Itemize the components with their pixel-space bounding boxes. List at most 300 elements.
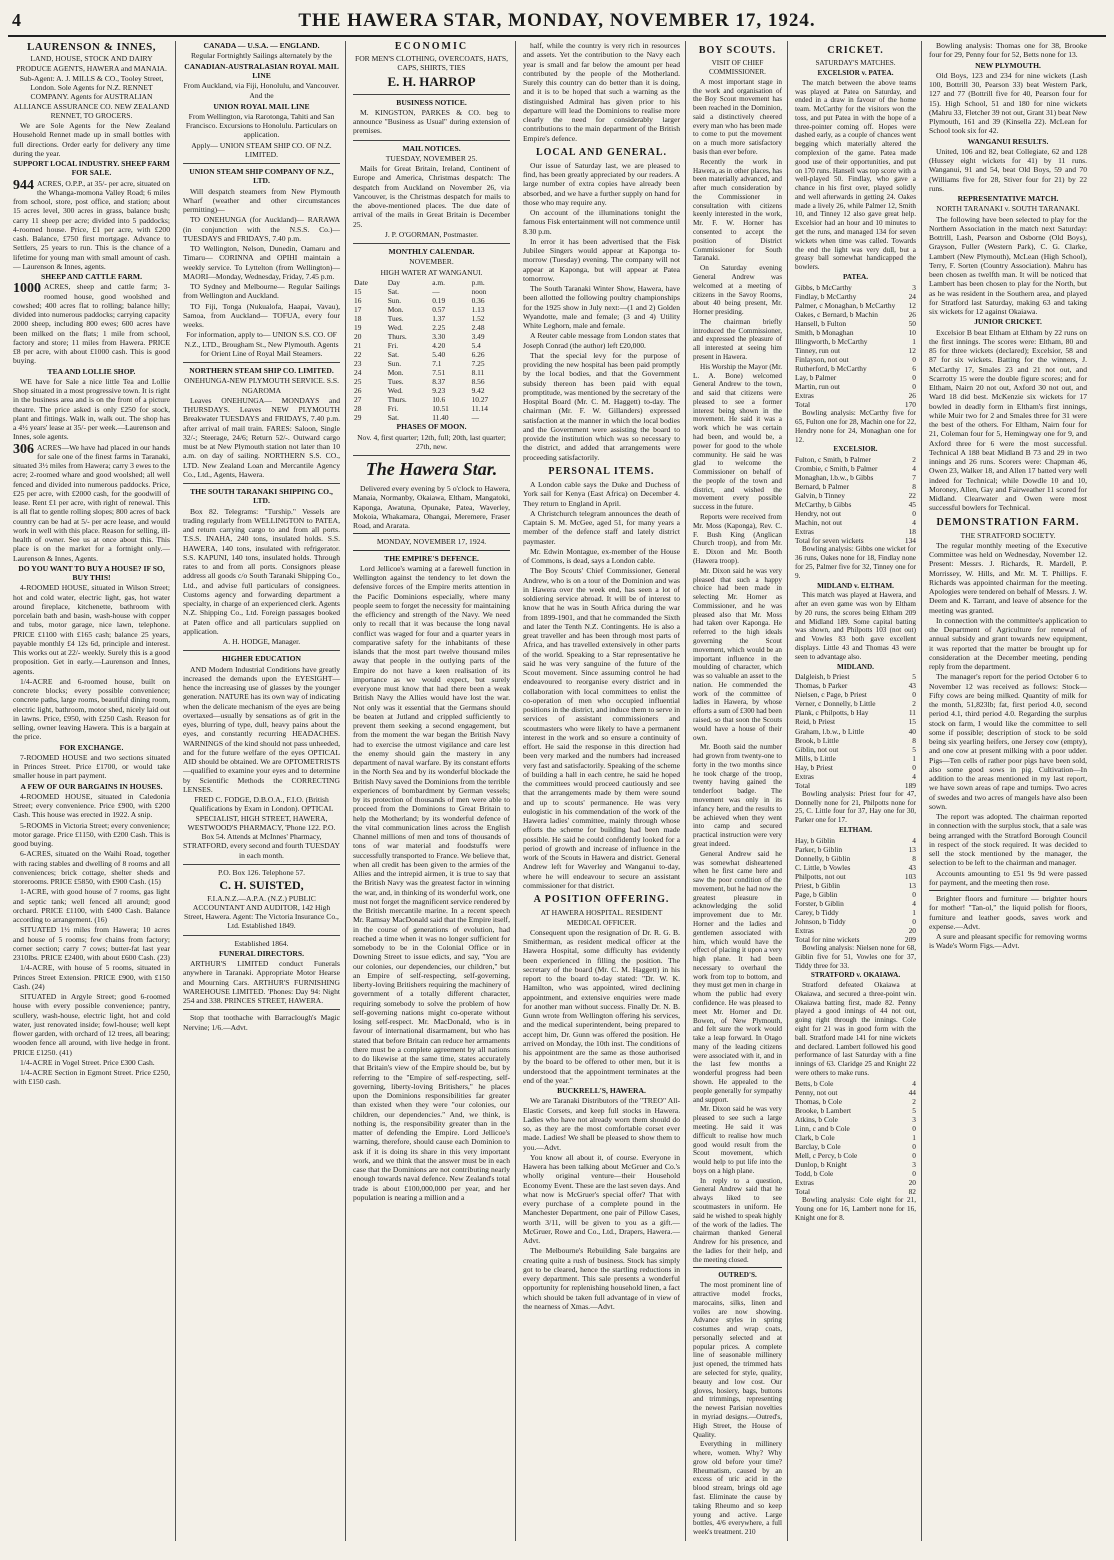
firm-agents: Sub-Agent: A. J. MILLS & CO., Tooley Street, London. Sole Agents for N.Z. RENNET COMPANY. Agents for AUSTRALIAN ALLIANCE ASSURANCE CO. NEW ZEALAND RENNET, TO GROCERS. [13, 73, 170, 120]
canada-heading: CANADA — U.S.A. — ENGLAND. [203, 41, 320, 50]
eltham-heading: ELTHAM. [838, 825, 873, 834]
runs: 0 [912, 382, 916, 392]
union-line: UNION ROYAL MAIL LINE [213, 101, 310, 111]
newspaper-page [8, 8, 1106, 1544]
optician-ad [183, 654, 340, 865]
house-listing-10: SITUATED in Argyle Street; good 6-roomed house with every possible convenience; pantry, scullery, wash-house, electric light, hot and cold water, just renovated inside; fowl-house; well kept flower garden, with orchard of 12 trees, all bearing; wooden fence all around, with live hedge in front. PRICE £1250. (41) [13, 992, 170, 1057]
onp-text: Leaves ONEHUNGA— MONDAYS and THURSDAYS. Leaves NEW PLYMOUTH Breakwater TUESDAYS and FRIDAYS, 7.40 p.m. after arrival of mail train. FARES: Saloon, Single 32/-; Steerage, 24/6; Return 52/-. Outward cargo must be at New Plymouth station not later than 10 a.m. on day of sailing. NORTHERN S.S. CO., LTD. New Zealand Loan and Mercantile Agency Co., Ltd., Agents, Hawera. [183, 395, 340, 479]
score-row [795, 881, 916, 890]
eltham-scorecard [795, 836, 916, 944]
batsman: Illingworth, b McCarthy [795, 336, 868, 346]
apply-text: Apply— UNION STEAM SHIP CO. OF N.Z. LIMITED. [191, 140, 332, 159]
canadian-line: CANADIAN-AUSTRALASIAN ROYAL MAIL LINE [184, 61, 339, 80]
scouts-para-3: On Saturday evening General Andrew was welcomed at a meeting of citizens in the Savoy Rooms, about 40 being present, Mr. Horner presiding. [693, 264, 782, 317]
batsman: Carey, b Tiddy [795, 907, 839, 917]
tide-cell: Wed. [387, 386, 403, 396]
firm-subtitle: LAND, HOUSE, STOCK AND DAIRY PRODUCE AGENTS, HAWERA and MANAIA. [16, 54, 167, 73]
editorial-continuation: half, while the country is very rich in resources and assets. Yet the contribution to the Navy each year is small and far below the amount per head contributed by the people of the Motherland. Surely this country can do better than it is doing, and it is to be hoped that such a warning as the distinguished Admiral has given prior to his departure will lead the Dominions to realise more clearly the need for considerably larger contributions to the main department of the British Empire's defence. [523, 41, 680, 143]
tide-cell: 10.6 [432, 395, 446, 405]
scouts-para-11: In reply to a question, General Andrew said that he always liked to see scoutmasters in uniform. He said he wished to speak highly of the work of the ladies. The chairman thanked General Andrew for his presence, and the ladies for their help, and the meeting closed. [693, 1176, 782, 1264]
house-listing-1: 4-ROOMED HOUSE, situated in Wilson Street; hot and cold water, electric light, gas, hot water around fireplace, kitchenette, bathroom with porcelain bath and basin, wash-house with copper and tubs, motor garage, nice lawn, telephone. PRICE £1100 with £165 cash; balance 25 years, payable monthly £4 12s 6d, principle and interest. This works out at 22/- weekly. Surely this is a good proposition. Get in early.—Laurenson and Innes, agents. [13, 583, 170, 676]
score-row [795, 699, 916, 708]
listing-306-text: ACRES—We have had placed in our hands for sale one of the finest farms in Taranaki, situated 3½ miles from Hawera; carry 3 ewes to the acre; 2-roomed whare and good woolshed; all well fenced and divided into numerous paddocks. Price, £25 per acre, with £2000 cash, for the goodwill of lease. Rent £1 per acre, with right of renewal. This is all flat to gentle rolling slopes; 800 acres of back country can be had at 5/- per acre lease, and would work in well with this place. Reason for selling, ill-health of owner. See us at once about this. This place is on the market for a fortnight only.— Laurenson & Innes, Agents. [13, 442, 170, 563]
batsman: Parker, b Giblin [795, 844, 843, 854]
batsman: Tinney, run out [795, 345, 841, 355]
runs: 1 [912, 336, 916, 346]
batsman: Extras [795, 771, 814, 781]
batsman: Finlayson, not out [795, 354, 849, 364]
score-row [795, 319, 916, 328]
tide-row [353, 323, 510, 332]
harrop-ad [353, 41, 510, 95]
runs: 0 [912, 690, 916, 700]
editorial-date: MONDAY, NOVEMBER 17, 1924. [376, 537, 487, 547]
house-listing-2: 1/4-ACRE and 6-roomed house, built on concrete blocks; every possible convenience; concrete paths, large rooms, beautiful dining room, electric light, bathroom, motor shed, nicely laid out in lawns. Price, £950, with £250 Cash. Reason for selling, owner leaving Hawera. This is a bargain at the price. [13, 676, 170, 742]
score-row [795, 373, 916, 382]
tide-row [353, 404, 510, 413]
scouts-para-5: His Worship the Mayor (Mr. L. A. Bone) welcomed General Andrew to the town, and said that citizens were pleased to see a former interest being shown in the movement. He said it was a work which he was certain had been, and would be, a power for good to the whole community. He said he was glad to welcome the Commissioner on behalf of the people of the town and district, and wished the movement every possible success in the future. [693, 362, 782, 512]
monthly-calendar [353, 247, 510, 456]
batsman: Donnelly, b Giblin [795, 853, 851, 863]
listing-944 [13, 179, 170, 272]
runs: 8 [912, 735, 916, 745]
batsman: Total [795, 780, 811, 790]
batsman: Johnson, b Tiddy [795, 916, 846, 926]
score-row [795, 917, 916, 926]
runs: 103 [904, 871, 916, 881]
score-row [795, 1187, 916, 1196]
divider [693, 1267, 782, 1268]
scouts-para-6: Reports were received from Mr. Moss (Kaponga), Rev. C. F. Bush King (Anglican Church troop), and from Mr. E. Dixon and Mr. Booth (Hawera troop). [693, 513, 782, 565]
batsman: Smith, b Monaghan [795, 327, 854, 337]
funeral-text: ARTHUR'S LIMITED conduct Funerals anywhere in Taranaki. Appropriate Motor Hearse and Mourning Cars. ARTHUR'S FURNISHING WAREHOUSE LIMITED. 'Phones: Day 94: Night 254 and 338. PRINCES STREET, HAWERA. [183, 959, 340, 1006]
batsman: Palmer, c Monaghan, b McCarthy [795, 300, 896, 310]
score-row [795, 1142, 916, 1151]
house-listing-9: 1/4-ACRE, with house of 5 rooms, situated in Princes Street Extension. PRICE £900, with £150 Cash. (24) [13, 963, 170, 991]
runs: 11 [908, 708, 916, 718]
firm-name: LAURENSON & INNES, [26, 41, 157, 53]
batsman: Galvin, b Tinney [795, 491, 845, 501]
listing-1000-number: 1000 [13, 281, 41, 297]
business-heading: BUSINESS NOTICE. [396, 97, 467, 107]
batsman: Plank, c Philpotts, b Hay [795, 708, 869, 718]
batsman: Forster, b Giblin [795, 898, 844, 908]
south-taranaki-ad [183, 487, 340, 651]
tide-row [353, 314, 510, 323]
score-row [795, 708, 916, 717]
runs: 45 [908, 500, 916, 510]
tide-cell: Mon. [387, 304, 404, 314]
score-row [795, 464, 916, 473]
tide-cell: 17 [354, 304, 362, 314]
score-row [795, 899, 916, 908]
canada-route: From Auckland, via Fiji, Honolulu, and Vancouver. [183, 81, 340, 90]
buy-house-heading: DO YOU WANT TO BUY A HOUSE? IF SO, BUY THIS! [18, 563, 165, 583]
runs: 13 [908, 880, 916, 890]
match-1-text: The match between the above teams was played at Patea on Saturday, and ended in a draw in favour of the home team. McCarthy for the visitors won the toss, and put Patea in with the hope of a three-pointer coming off. Hopes were dashed early, as a couple of chances went begging which materially altered the complexion of the game. Patea made good use of their opportunities, and put on 170 runs. Hansell was top score with a well-played 50. Findlay, who gave a chance in his first over, played solidly and well afterwards in getting 24. Oakes made a lively 26, while Palmer 12, Smith 10, and Tinney 12 also gave great help. Excelsior had an hour and 10 minutes to get the runs, and managed 134 for seven wickets when time was called. Towards the end the light was very dull, but a greasy ball somewhat handicapped the bowlers. [795, 78, 916, 272]
tide-cell: Thurs. [387, 331, 407, 341]
batsman: Mills, b Little [795, 753, 836, 763]
scouts-para-8: Mr. Booth said the number had grown from twenty-one to forty in the two months since he took charge of the troop, twenty having gained the tenderfoot badge. The movement was only in its infancy here, and the results to be achieved when they went into camp and secured practical instruction were very great indeed. [693, 743, 782, 848]
divider [353, 533, 510, 534]
score-row [795, 754, 916, 763]
mail-text: Mails for Great Britain, Ireland, Continent of Europe and America, Christmas despatch: The despatch from Auckland on November 26, via Vancouver, is the Christmas despatch for mails to the above-mentioned places. The due date of arrival of the mails in Great Britain is December 25. [353, 164, 510, 229]
score-row [795, 1079, 916, 1088]
divider [353, 550, 510, 551]
northern-heading: NORTHERN STEAM SHIP CO. LIMITED. [189, 366, 334, 375]
union-info: For information, apply to— UNION S.S. CO. OF N.Z., LTD., Brougham St., New Plymouth. Agents for Orient Line of Royal Mail Steamers. [184, 330, 339, 358]
score-row [795, 527, 916, 536]
batsman: Rutherford, b McCarthy [795, 364, 867, 373]
runs: 2 [912, 1096, 916, 1106]
union-steam-ad [183, 167, 340, 363]
tide-header-cell: p.m. [471, 277, 485, 287]
score-row [795, 292, 916, 301]
tide-cell: Tues. [387, 313, 404, 323]
onehunga-text: TO ONEHUNGA (for Auckland)— RARAWA (in conjunction with the N.S.S. Co.)— TUESDAYS and FRIDAYS, 7.40 p.m. [183, 215, 340, 243]
tide-row [353, 368, 510, 377]
score-row [795, 337, 916, 346]
onp-heading: ONEHUNGA-NEW PLYMOUTH SERVICE. S.S. NGAROMA [183, 376, 339, 395]
match-2-text: This match was played at Hawera, and after an even game was won by Eltham by 20 runs, the scores being Eltham 209 and Midland 189. Some capital batting was shown, and Philpotts 103 (not out) and Vowles 83 both gave excellent displays. Little 43 and Thomas 43 were seen to advantage also. [795, 591, 916, 661]
score-row [795, 1133, 916, 1142]
mail-heading: MAIL NOTICES. [402, 143, 461, 153]
runs: 44 [908, 1087, 916, 1097]
star-masthead: The Hawera Star. [365, 459, 498, 480]
demonstration-subheading: THE STRATFORD SOCIETY. [960, 530, 1056, 540]
funeral-heading: FUNERAL DIRECTORS. [218, 948, 305, 958]
runs: 5 [912, 1105, 916, 1115]
scouts-para-1: A most important stage in the work and organisation of the Boy Scout movement has been reached in the Dominion, said a distinctively cheered every man who has been made to come to put the movement on a much more satisfactory basis than ever before. [693, 77, 782, 156]
local-item-6: That the special levy for the purpose of providing the new hospital has been paid promptly by the local bodies, and that the Government subsidy thereon has been paid with equal promptitude, was mentioned by the secretary of the Hospital Board (Mr. C. M. Haggett) to-day. The chairman (Mr. F. W. Gillanders) expressed satisfaction at the manner in which the local bodies and the Government were assisting the board to provide the institution which was so necessary to the district, and added that arrangements were proceeding satisfactorily. [523, 350, 680, 462]
tide-row [353, 332, 510, 341]
tide-cell: — [471, 413, 479, 423]
runs: 1 [912, 907, 916, 917]
score-row [795, 908, 916, 917]
sheep-cattle-heading: SHEEP AND CATTLE FARM. [41, 272, 142, 282]
column-6 [790, 41, 922, 1541]
score-row [795, 781, 916, 790]
local-item-2: On account of the illuminations tonight the famous Fisk entertainment will not commence until 8.30 p.m. [523, 208, 680, 236]
exchange-heading: FOR EXCHANGE. [59, 742, 124, 752]
batsman: Gibbs, b McCarthy [795, 282, 852, 292]
score-row [795, 491, 916, 500]
tide-cell: 8.56 [471, 377, 485, 387]
accountant-name: C. H. SUISTED, [219, 878, 304, 892]
runs: 0 [912, 762, 916, 772]
tide-cell: 3.49 [471, 331, 485, 341]
batsman: Total [795, 400, 811, 410]
tide-cell: 1.37 [432, 313, 446, 323]
tide-cell: Sun. [387, 295, 402, 305]
masthead [8, 8, 1106, 37]
saturday-matches-heading: SATURDAY'S MATCHES. [815, 59, 896, 68]
batsman: Findlay, b McCarthy [795, 291, 857, 301]
calendar-heading: MONTHLY CALENDAR. [388, 247, 475, 257]
tide-cell: Thurs. [387, 395, 407, 405]
excelsior-scorecard [795, 455, 916, 545]
junior-cricket-heading: JUNIOR CRICKET. [974, 317, 1042, 327]
tan-ol-advt: Brighter floors and furniture — brighter hours for mother! "Tan-ol," the liquid polish for floors, furniture and leather goods, saves work and expense.—Advt. [929, 894, 1087, 931]
runs: 0 [912, 1123, 916, 1133]
tide-cell: 6.26 [471, 350, 485, 360]
score-row [795, 690, 916, 699]
batsman: Mell, c Percy, b Cole [795, 1150, 858, 1160]
runs: 4 [912, 898, 916, 908]
accountant-text: F.I.A.N.Z.—A.P.A. (N.Z.) PUBLIC ACCOUNTANT AND AUDITOR, 142 High Street, Hawera. Agent: The Victoria Insurance Co., Ltd. Established 1849. [184, 893, 339, 931]
rennet-ad: We are Sole Agents for the New Zealand Household Rennet made up in small bottles with full directions. Order early for delivery any time during the year. [13, 121, 170, 158]
tide-cell: 7.51 [432, 368, 446, 378]
runs: 12 [908, 300, 916, 310]
score-row [795, 1178, 916, 1187]
position-subheading: AT HAWERA HOSPITAL. RESIDENT MEDICAL OFFICER. [540, 908, 663, 927]
tide-cell: 7.1 [432, 359, 442, 369]
excelsior-heading: EXCELSIOR. [833, 445, 878, 454]
tide-cell: Sat. [387, 350, 399, 360]
runs: 2 [912, 699, 916, 709]
batsman: Hay, b Priest [795, 762, 833, 772]
tide-cell: 8.37 [432, 377, 446, 387]
tide-cell: 0.19 [432, 295, 446, 305]
star-delivery-text: Delivered every evening by 5 o'clock to Hawera, Manaia, Normanby, Okaiawa, Eltham, Mangatoki, Kaponga, Awatuna, Opunake, Patea, Waverley, Mokoia, Whakamara, Ohangai, Meremere, Fraser Road, and Ararata. [353, 484, 510, 530]
tide-cell: 5.4 [471, 341, 481, 351]
personal-item-4: The Boy Scouts' Chief Commissioner, General Andrew, who is on a tour of the Dominion and was in Hawera over the week end, has seen a lot of soldiering service abroad. It will be of interest to know that he was in South Africa during the war from 1899-1901, and that he commanded the Sixth and later the Tenth N.Z. Contingents. He is also a great traveller and has been through most parts of Africa, and has travelled extensively in other parts of the world. Speaking to a Star representative he said he was very sanguine of the future of the Scout movement. Since assuming control he had endeavoured to reorganise every district and in collaboration with local committees to enlist the co-operation of men who occupied influential positions in the district, and induce them to serve in services of assistant commissioners and scoutmasters who were likely to have a permanent interest in the work and so ensure a continuity of effort. He said the response in this direction had been very marked and the numbers had increased very fast and satisfactorily. Speaking of the scheme of building a hall in each centre, he said he hoped the committees would proceed cautiously and see that the arrangements made by them were sound and up to scouts' permanence. He was very eulogistic in his commendation of the work of the Hawera ladies' committee, mainly through whose efforts the scheme for building had been made possible. He said he could confidently looked for a period of growth and increase of influence in the work of the Scouts in Hawera and district. General Andrew left for Waverley and Wanganui to-day, where he will endeavour to secure an assistant commissioner for that district. [523, 566, 680, 890]
lyttelton-text: TO Wellington, Nelson, Dunedin, Oamaru and Timaru— CORINNA and OPIHI maintain a weekly service. To Lyttelton (from Wellington)— MAORI—Monday, Wednesday, Friday, 7.45 p.m. [183, 244, 340, 281]
postmaster-signature: J. P. O'GORMAN, Postmaster. [384, 229, 479, 239]
tide-cell: 27 [354, 395, 362, 405]
column-2 [178, 41, 346, 1541]
south-taranaki-text: Box 82. Telegrams: "Turship." Vessels are trading regularly from WELLINGTON to PATEA, and return carrying cargo to and from all ports. T.S.S. INAHA, 240 tons, insulated holds. S.S. HAWERA, 140 tons, insulated with refrigerator. S.S. KAPUNI, 140 tons, insulated holds. Through rates to and from all ports. Consignors please address all goods c/o South Taranaki Shipping Co., Ltd., and advise full particulars of consignees. Customs agency and forwarding department a specialty, in charge of an experienced clerk. Agents N.Z. Shipping Co., Ltd. Foreign passages booked at Paten office and all particulars supplied on application. [183, 506, 340, 636]
okaiawa-scorecard [795, 1079, 916, 1196]
batsman: Atkins, b Cole [795, 1114, 838, 1124]
tide-cell: Fri. [387, 341, 399, 351]
scouts-para-9: General Andrew said he was somewhat disheartened when he first came here and saw the poor condition of the movement, but he had now the greatest pleasure in acknowledging the solid improvement due to Mr. Horner and the ladies and gentlemen associated with him, which would have the effect of placing it upon a very high plane. It had been necessary to overhaul the work from top to bottom, and they must get men in charge in whom the public had every confidence. He was pleased to meet Mr. Horner and Dr. Bowen, of New Plymouth, and felt sure the work would take a leap forward. In Otago many of the leading citizens were associated with it, and in the last few months a wonderful progress had been shown. He appealed to the people generally for sympathy and support. [693, 849, 782, 1104]
union-steam-heading: UNION STEAM SHIP COMPANY OF N.Z., LTD. [189, 167, 334, 186]
runs: 4 [912, 464, 916, 474]
manager-signature: A. H. HODGE, Manager. [222, 637, 301, 646]
midland-scorecard [795, 672, 916, 789]
wanganui-heading: WANGANUI RESULTS. [967, 136, 1049, 146]
outred-text: The most prominent line of attractive model frocks, marocains, silks, linen and voiles are now showing. Advance styles in spring costumes and wrap coats, personally selected and at popular prices. A complete line of seasonable millinery just opened, the trimmed hats are selected for style, quality, beauty and low cost. Our gloves, hosiery, bags, buttons and trimmings, representing the newest Parisian novelties in myriad designs.—Outred's, High Street, the House of Quality. [693, 1281, 782, 1439]
batsman: Brook, b Little [795, 735, 839, 745]
fiji-text: TO Fiji, Tonga (Nukualofa, Haapai, Vavau), Samoa, from Auckland— TOFUA, every four weeks. [183, 301, 340, 329]
tide-heading: HIGH WATER AT WANGANUI. [380, 267, 483, 277]
batsman: Fulton, c Smith, b Palmer [795, 455, 871, 465]
tide-cell: 11.40 [432, 413, 449, 423]
score-row [795, 681, 916, 690]
runs: 0 [912, 1169, 916, 1179]
tea-shop-heading: TEA AND LOLLIE SHOP. [47, 366, 136, 376]
established-text: Established 1864. [234, 938, 289, 948]
batsman: Thomas, b Cole [795, 1096, 843, 1106]
local-item-1: Our issue of Saturday last, we are pleased to find, has been greatly appreciated by our readers. A large number of extra copies have already been absorbed, and we have a further supply on hand for those who may require any. [523, 160, 680, 207]
funeral-ad [183, 939, 340, 1011]
tide-cell: 0.36 [471, 295, 485, 305]
batsman: Extras [795, 391, 814, 401]
demo-para-2: In connection with the committee's application to the Department of Agriculture for renewal of annual subsidy and grant towards new equipment, it was reported that the matter be brought up for consideration at the December meeting, pending reply from the department. [929, 615, 1087, 672]
house-listing-5: 5-ROOMS in Victoria Street; every convenience; motor garage. Price £1150, with £200 Cash. This is good buying. [13, 820, 170, 849]
listing-1000 [13, 282, 170, 365]
batsman: Monaghan, l.b.w., b Gibbs [795, 473, 874, 483]
personal-item-3: Mr. Edwin Montague, ex-member of the House of Commons, is dead, says a London cable. [523, 546, 680, 566]
runs: 2 [912, 455, 916, 465]
business-notice [353, 98, 510, 141]
batsman: Giblin, not out [795, 744, 839, 754]
batsman: Page, b Giblin [795, 889, 838, 899]
runs: 4 [912, 771, 916, 781]
tide-cell: 26 [354, 386, 362, 396]
tide-cell: 2.48 [471, 322, 485, 332]
boy-scouts-subheading: VISIT OF CHIEF COMMISSIONER. [709, 59, 766, 76]
personal-items-heading: PERSONAL ITEMS. [548, 465, 655, 477]
runs: 4 [912, 1078, 916, 1088]
batsman: Extras [795, 925, 814, 935]
score-row [795, 382, 916, 391]
tide-row [353, 377, 510, 386]
score-row [795, 763, 916, 772]
score-row [795, 509, 916, 518]
demo-para-1: The regular monthly meeting of the Executive Committee was held on Wednesday, November 12. Present: Messrs. J. Richards, R. Mardell, P. Morrissey, W. Hills, and Mr. M. T. Phillips. F. Richards was appointed chairman for the meeting. Apologies were tendered on behalf of Messrs. J. W. Deem and K. Tarrant, and leave of absence for the meeting was granted. [929, 540, 1087, 615]
canada-text: Regular Fortnightly Sailings alternately by the [190, 51, 333, 61]
patea-heading: PATEA. [842, 272, 869, 281]
runs: 22 [908, 491, 916, 501]
accountant-contact: P.O. Box 126. Telephone 57. [217, 867, 306, 877]
score-row [795, 391, 916, 400]
tide-cell: 10.51 [432, 404, 449, 414]
buckrell-heading: BUCKRELL'S, HAWERA. [557, 1086, 646, 1096]
batsman: Brooke, b Lambert [795, 1105, 852, 1115]
match-3-text: Stratford defeated Okaiawa at Okaiawa, and secured a three-point win. Okaiawa batting first, made 82. Penny played a good innings of 44 not out, going right through the innings. Cole eight for 21 was in good form with the ball. Stratford made 141 for nine wickets and declared. Lambert followed his good performance of last Saturday with a fine innings of 63. Claridge 25 and Knight 22 were others to make runs. [795, 981, 916, 1077]
score-row [795, 400, 916, 409]
union-route: From Wellington, via Rarotonga, Tahiti and San Francisco. Excursions to Honolulu. Particulars on application. [185, 111, 338, 140]
scouts-para-10: Mr. Dixon said he was very pleased to see such a large meeting. He said it was difficult to realise how much good would result from the Scout movement, which would help to put life into the boys on a high plane. [693, 1105, 782, 1175]
demo-para-3: The manager's report for the period October 6 to November 12 was received as follows: Stock—Fifty cows are being milked. Quantity of milk for the month, 51,823lb; fat, first period 4.0, second period 4.1, third period 4.0. Regarding the surplus stock on farm, I would like the committee to sell some if possible; description of stock to be sold being six yearling heifers, one Jersey cow (empty), and one cow at present milking with a poor udder. Pigs—Ten cells of rather poor pigs have been sold, also some good sows in pig. Cultivation—In addition to the areas mentioned in my last report, we have sown areas of rape and turnips. Two acres of swedes and two acres of mangels have also been sown. [929, 672, 1087, 811]
batsman: Bernard, b Palmer [795, 482, 849, 492]
tide-row [353, 386, 510, 395]
listing-1000-text: ACRES, sheep and cattle farm; 3-roomed house, good woolshed and cowshed; 400 acres flat to rolling; balance hilly; divided into numerous paddocks; carrying capacity 2000 sheep, including 800 ewes; 600 acres have been milked on the flats; 1 mile from school, factory and store; 11 miles from Hawera. PRICE £8 per acre, with about £1000 cash. This is good buying. [13, 282, 170, 366]
runs: 43 [908, 862, 916, 872]
runs: 40 [908, 726, 916, 736]
batsman: McCarthy, b Gibbs [795, 500, 852, 510]
score-row [795, 1160, 916, 1169]
batsman: Betts, b Cole [795, 1078, 834, 1088]
columns [8, 41, 1106, 1541]
and-text: And the [249, 91, 274, 101]
bargains-heading: A FEW OF OUR BARGAINS IN HOUSES. [20, 781, 163, 791]
representative-text: The following have been selected to play for the Northern Association in the match next Saturday: Bottrill, Lash, Pearson and Osborne (Old Boys), Grayson, Fuller (Western Park), C. G. Clarke, Lambert (New Plymouth), McLean (High School), Terry, F. Sorten (Country Association). Mahru has been chosen as twelfth man. It will be noticed that Lambert has been chosen to play for the North, but as he was resident in the Southern area, and played for Stratford last Saturday, making 63 and taking six wickets for 12 against Okaiawa. [929, 214, 1087, 316]
economic-heading: ECONOMIC [394, 41, 469, 52]
match-1-heading: EXCELSIOR v. PATEA. [817, 68, 894, 77]
south-taranaki-heading: THE SOUTH TARANAKI SHIPPING CO., LTD. [190, 487, 333, 506]
runs: 0 [912, 373, 916, 383]
junior-cricket-text: Excelsior B beat Eltham at Eltham by 22 runs on the first innings. The scores were: Eltham, 80 and 85 for three wickets (declared); Excelsior, 58 and 87 for six wickets. Batting for the winners, J. McCarthy 17, Smales 23 and 21 not out, and Scarrotty 15 were the double figure scores; and for Eltham, Nairn 20 not out, Axford 30 not out, and Ward 18 did best. McKenzie six wickets for 17 bowled in deadly form in Eltham's first innings, while Muir two for 2 and Smales three for 31 were the best of the others. For Eltham, Nairn four for 21, Coleman four for 5, Hemingway one for 9, and Axford three for 6 were the most successful. Technical A 188 beat Midland B 73 and 29 in two innings and 26 runs. Scorers were: Chapman 46, Owen 23, Walker 18, and Allen 17 batted very well indeed for Technical; while Dowdle 10 and 10, Moroney, Allen, Gay and Fairweather 11 scored for Midland. Clearwater and Owen were most successful bowlers for Technical. [929, 327, 1087, 513]
tide-row [353, 287, 510, 296]
tide-cell: Sat. [387, 286, 399, 296]
house-listing-11: 1/4-ACRE in Vogel Street. Price £300 Cash. [20, 1057, 155, 1067]
mail-date: TUESDAY, NOVEMBER 25. [385, 153, 478, 163]
batsman: Hansell, b Fulton [795, 318, 847, 328]
runs: 12 [908, 345, 916, 355]
runs: 134 [904, 536, 916, 546]
tide-cell: 9.42 [471, 386, 485, 396]
runs: 3 [912, 282, 916, 292]
moon-text: Nov. 4, first quarter; 12th, full; 20th, last quarter; 27th, new. [357, 432, 506, 451]
newspaper-title: THE HAWERA STAR, MONDAY, NOVEMBER 17, 1924. [298, 10, 816, 31]
runs: 26 [908, 391, 916, 401]
batsman: Barclay, b Cole [795, 1141, 841, 1151]
batsman: Lay, b Palmer [795, 373, 837, 383]
demo-para-5: Accounts amounting to £51 9s 9d were passed for payment, and the meeting then rose. [929, 868, 1087, 887]
match-2-heading: MIDLAND v. ELTHAM. [817, 581, 894, 590]
runs: 50 [908, 318, 916, 328]
eltham-bowling: Bowling analysis: Nielsen none for 68, Giblin five for 51, Vowles one for 37, Tiddy three for 33. [795, 944, 916, 970]
runs: 0 [912, 1150, 916, 1160]
personal-item-1: A London cable says the Duke and Duchess of York sail for Kenya (East Africa) on December 4. They return to England in April. [523, 480, 680, 508]
batsman: Philpotts, not out [795, 871, 846, 881]
score-row [795, 745, 916, 754]
higher-education-text: AND Modern Industrial Conditions have greatly increased the demands upon the EYESIGHT—hence the increasing use of glasses by the younger generation. NATURE has its own way of indicating when the delicate mechanism of the eyes are being overtaxed—usually by sensations as of grit in the eyes, blurring of type, dull, heavy pains about the eyes, and constantly recurring HEADACHES. WARNINGS of the kind should not pass unheeded, and for the future welfare of the eyes OPTICAL AID should be obtained. We are OPTOMETRISTS —qualified to examine your eyes and to determine by Scientific Methods the CORRECTING LENSES. [183, 664, 340, 794]
batsman: Dunlop, b Knight [795, 1160, 847, 1169]
tide-row [353, 341, 510, 350]
tide-row [353, 350, 510, 359]
batsman: Martin, run out [795, 382, 840, 392]
tide-table [353, 278, 510, 423]
score-row [795, 935, 916, 944]
column-4 [518, 41, 686, 1541]
runs: 5 [912, 672, 916, 682]
patea-scorecard [795, 283, 916, 409]
position-heading: A POSITION OFFERING. [533, 894, 670, 906]
local-item-4: The South Taranaki Winter Show, Hawera, have been allotted the following poultry championships for the 1925 show in July next:—(1 and 2) Golden Wyandotte, male and female; (3 and 4) Utility White Leghorn, male and female. [523, 284, 680, 331]
tide-cell: 11.14 [471, 404, 488, 414]
batsman: Thomas, b Parker [795, 681, 848, 691]
score-row [795, 863, 916, 872]
tide-cell: 8.11 [471, 368, 485, 378]
house-listing-4: 4-ROOMED HOUSE, situated in Caledonia Street; every convenience. Price £900, with £200 Cash. This house was erected in 1922. A snip. [13, 791, 170, 820]
tide-cell: Sat. [387, 413, 399, 423]
tide-cell: 1.52 [471, 313, 485, 323]
runs: 20 [908, 925, 916, 935]
mail-notice [353, 144, 510, 245]
runs: 0 [912, 889, 916, 899]
runs: 82 [908, 1187, 916, 1197]
score-row [795, 727, 916, 736]
score-row [795, 536, 916, 545]
tide-cell: 7.25 [471, 359, 485, 369]
tide-cell: Mon. [387, 368, 404, 378]
tide-cell: 2.25 [432, 322, 446, 332]
tide-header-cell: a.m. [432, 277, 445, 287]
score-row [795, 854, 916, 863]
tide-body [353, 287, 510, 422]
listing-944-text: ACRES, O.P.P., at 35/- per acre, situated on the Whanga-momona Valley Road; 6 miles from school, store, post office, and station; about 15 acres level, 300 acres in grass, balance bush; carry 11 sheep per acre; divided into 5 paddocks; 4-roomed house. Price, £1 per acre, with £200 cash. Balance, £750 first mortgage. Advance to Settlers, 25 years to run. This is the chance of a lifetime for young man with small amount of cash.— Laurenson & Innes, agents. [13, 178, 170, 271]
listing-944-number: 944 [13, 177, 34, 193]
column-3 [348, 41, 516, 1541]
midland-heading: MIDLAND. [837, 662, 874, 671]
runs: 13 [908, 844, 916, 854]
score-row [795, 328, 916, 337]
batsman: Nielsen, c Page, b Priest [795, 690, 867, 700]
runs: 0 [912, 509, 916, 519]
column-5 [688, 41, 788, 1541]
sheep-farm-heading: SUPPORT LOCAL INDUSTRY. SHEEP FARM FOR SALE. [13, 159, 170, 178]
batsman: Machin, not out [795, 518, 843, 528]
worm-figs-advt: A sure and pleasant specific for removing worms is Wade's Worm Figs.—Advt. [929, 932, 1087, 951]
moon-heading: PHASES OF MOON. [396, 422, 467, 432]
batsman: Total for nine wickets [795, 934, 860, 944]
economic-text: FOR MEN'S CLOTHING, OVERCOATS, HATS, CAPS, SHIRTS, TIES [354, 54, 509, 73]
harrop-name: E. H. HARROP [387, 73, 476, 89]
